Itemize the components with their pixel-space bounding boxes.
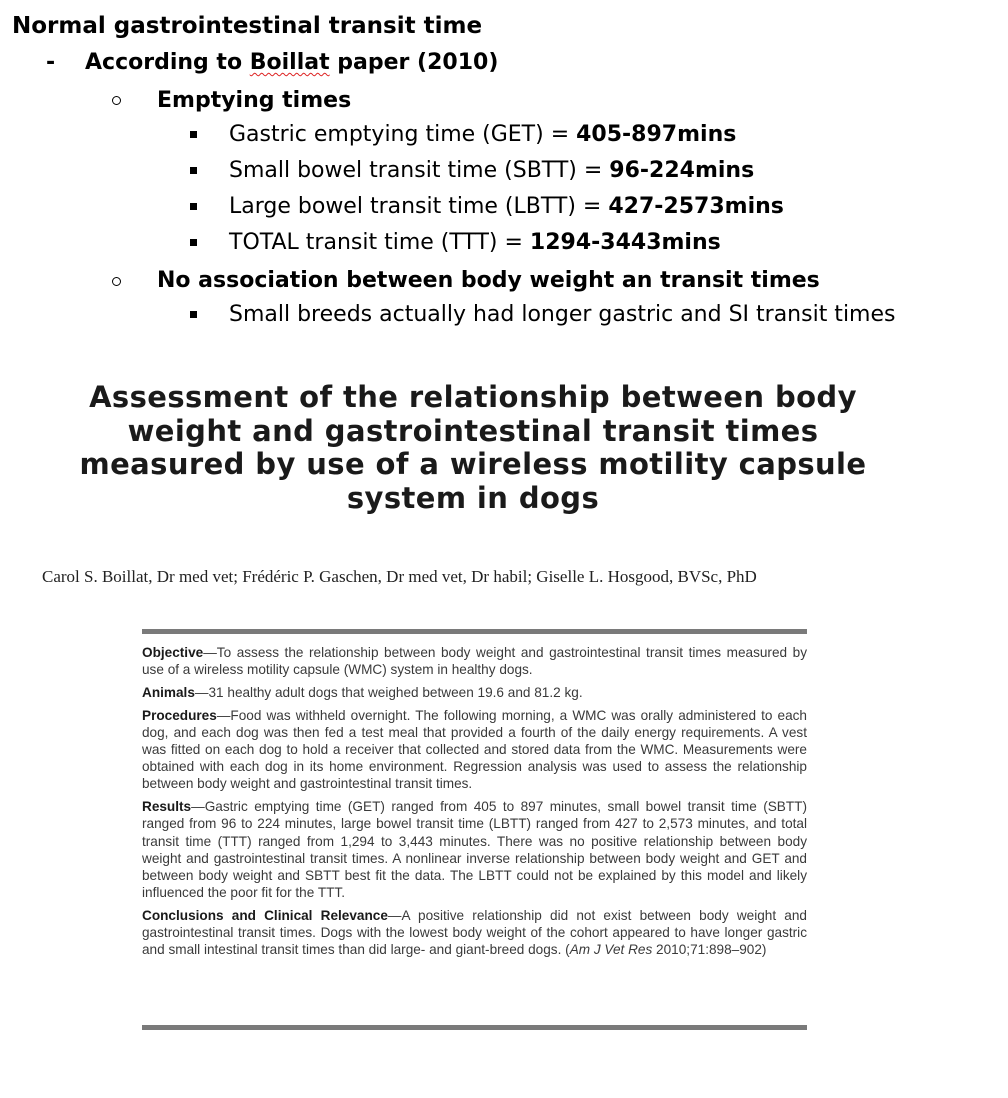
square-bullet [190,131,197,138]
citation-rest: 2010;71:898–902) [652,942,767,958]
citation-journal: Am J Vet Res [569,942,653,958]
abstract-results [142,798,807,901]
paper-authors: Carol S. Boillat, Dr med vet; Frédéric P. Gaschen, Dr med vet, Dr habil; Giselle L. Hosgood, BVSc, PhD [42,567,757,586]
abstract-animals [142,684,807,701]
abstract-text [142,644,807,964]
abstract-conclusions [142,907,807,959]
dash-bullet: - [46,50,56,75]
notes-source-line [85,50,498,76]
square-bullet [190,239,197,246]
animals-text: —31 healthy adult dogs that weighed between 19.6 and 81.2 kg. [194,684,583,700]
spellcheck-underlined-word: Boillat [249,50,330,75]
list-item-get [229,122,736,148]
results-label: Results [142,799,192,815]
list-item-small-breeds [229,302,895,328]
item-label: Small bowel transit time (SBTT) = [229,158,610,183]
item-label: Large bowel transit time (LBTT) = [229,194,609,219]
animals-label: Animals [142,684,195,700]
section-title-no-association: No association between body weight an transit times [157,268,820,293]
results-text: —Gastric emptying time (GET) ranged from 405 to 897 minutes, small bowel transit time (SBTT) ranged from 96 to 224 minutes, large bowel transit time (LBTT) ranged from 427 to 2,573 minutes, and total transit time (TTT) ranged from 1,294 to 3,443 minutes. There was no positive relationship between body weight and gastrointestinal transit times. A nonlinear inverse relationship between body weight and GET and between body weight and SBTT best fit the data. The LBTT could not be explained by this model and likely influenced the poor fit for the TTT. [142,799,807,901]
notes-heading: Normal gastrointestinal transit time [12,13,483,39]
paper-title: Assessment of the relationship between body weight and gastrointestinal transit times measured by use of a wireless motility capsule system in dogs [79,380,867,515]
procedures-label: Procedures [142,707,217,723]
source-text-after: paper (2010) [329,50,499,75]
section-title-emptying-times: Emptying times [157,88,352,113]
objective-text: —To assess the relationship between body weight and gastrointestinal transit times measured by use of a wireless motility capsule (WMC) system in healthy dogs. [142,645,807,678]
square-bullet [190,203,197,210]
square-bullet [190,311,197,318]
source-text-before: According to [85,50,250,75]
conclusions-label: Conclusions and Clinical Relevance [142,907,388,923]
list-item-sbtt [229,158,754,184]
abstract-top-rule [142,629,807,634]
list-item-ttt [229,230,721,256]
item-value: 96-224mins [609,158,755,183]
abstract-procedures [142,707,807,793]
abstract-box [142,629,807,1031]
abstract-objective [142,644,807,678]
hollow-circle-bullet [112,96,121,105]
procedures-text: —Food was withheld overnight. The following morning, a WMC was orally administered to each dog, and each dog was then fed a test meal that provided a fourth of the daily energy requirements. A vest was fitted on each dog to hold a receiver that collected and stored data from the WMC. Measurements were obtained with each dog in its home environment. Regression analysis was used to assess the relationship between body weight and gastrointestinal transit times. [142,707,807,792]
item-label: Gastric emptying time (GET) = [229,122,577,147]
item-value: 405-897mins [576,122,737,147]
item-label: TOTAL transit time (TTT) = [229,230,530,255]
hollow-circle-bullet [112,277,121,286]
abstract-bottom-rule [142,1025,807,1030]
item-value: 427-2573mins [608,194,784,219]
conclusions-text: —A positive relationship did not exist between body weight and gastrointestinal transit times. Dogs with the lowest body weight of the cohort appeared to have longer gastric and small intestinal transit times than did large- and giant-breed dogs. ( [142,907,807,958]
item-value: 1294-3443mins [529,230,721,255]
item-label: Small breeds actually had longer gastric and SI transit times [229,302,896,327]
square-bullet [190,167,197,174]
objective-label: Objective [142,645,204,660]
list-item-lbtt [229,194,784,220]
